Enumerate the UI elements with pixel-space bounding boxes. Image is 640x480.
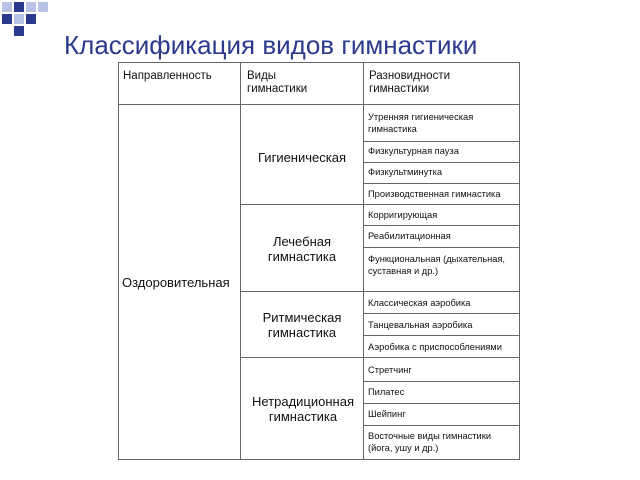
variety-item: Шейпинг: [368, 409, 406, 419]
square-decoration: [14, 14, 24, 24]
header-direction: Направленность: [123, 70, 212, 82]
header-varieties: Разновидности гимнастики: [369, 70, 451, 96]
group-divider: [241, 357, 519, 358]
type-rhythmic: Ритмическая гимнастика: [262, 310, 342, 340]
item-divider: [364, 313, 519, 314]
variety-item: Классическая аэробика: [368, 298, 471, 308]
square-decoration: [38, 2, 48, 12]
group-divider: [241, 291, 519, 292]
group-divider: [241, 204, 519, 205]
variety-item: Физкультурная пауза: [368, 146, 459, 156]
variety-item: Восточные виды гимнастики (йога, ушу и др.): [368, 431, 492, 453]
item-divider: [364, 381, 519, 382]
variety-item: Утренняя гигиеническая гимнастика: [368, 112, 474, 134]
item-divider: [364, 183, 519, 184]
type-nontraditional: Нетрадиционная гимнастика: [251, 394, 354, 424]
variety-item: Танцевальная аэробика: [368, 320, 473, 330]
item-divider: [364, 425, 519, 426]
row-divider: [364, 104, 519, 105]
row-divider: [241, 104, 364, 105]
header-types: Виды гимнастики: [247, 70, 308, 96]
square-decoration: [2, 14, 12, 24]
square-decoration: [14, 26, 24, 36]
square-decoration: [26, 2, 36, 12]
item-divider: [364, 335, 519, 336]
square-decoration: [14, 2, 24, 12]
item-divider: [364, 225, 519, 226]
direction-value: Оздоровительная: [122, 275, 230, 290]
column-divider: [363, 63, 364, 459]
variety-item: Аэробика с приспособлениями: [368, 342, 502, 352]
classification-table: [118, 62, 520, 460]
type-therapeutic: Лечебная гимнастика: [267, 234, 337, 264]
row-divider: [119, 104, 241, 105]
corner-decoration: [0, 0, 60, 40]
variety-item: Пилатес: [368, 387, 405, 397]
item-divider: [364, 141, 519, 142]
column-divider: [240, 63, 241, 459]
variety-item: Производственная гимнастика: [368, 189, 501, 199]
variety-item: Стретчинг: [368, 365, 412, 375]
variety-item: Реабилитационная: [368, 231, 451, 241]
type-hygienic: Гигиеническая: [258, 150, 346, 165]
slide-title: Классификация видов гимнастики: [64, 30, 478, 60]
variety-item: Функциональная (дыхательная, суставная и др.): [368, 254, 506, 276]
item-divider: [364, 403, 519, 404]
square-decoration: [2, 2, 12, 12]
square-decoration: [26, 14, 36, 24]
item-divider: [364, 247, 519, 248]
variety-item: Физкультминутка: [368, 167, 443, 177]
variety-item: Корригирующая: [368, 210, 438, 220]
item-divider: [364, 162, 519, 163]
